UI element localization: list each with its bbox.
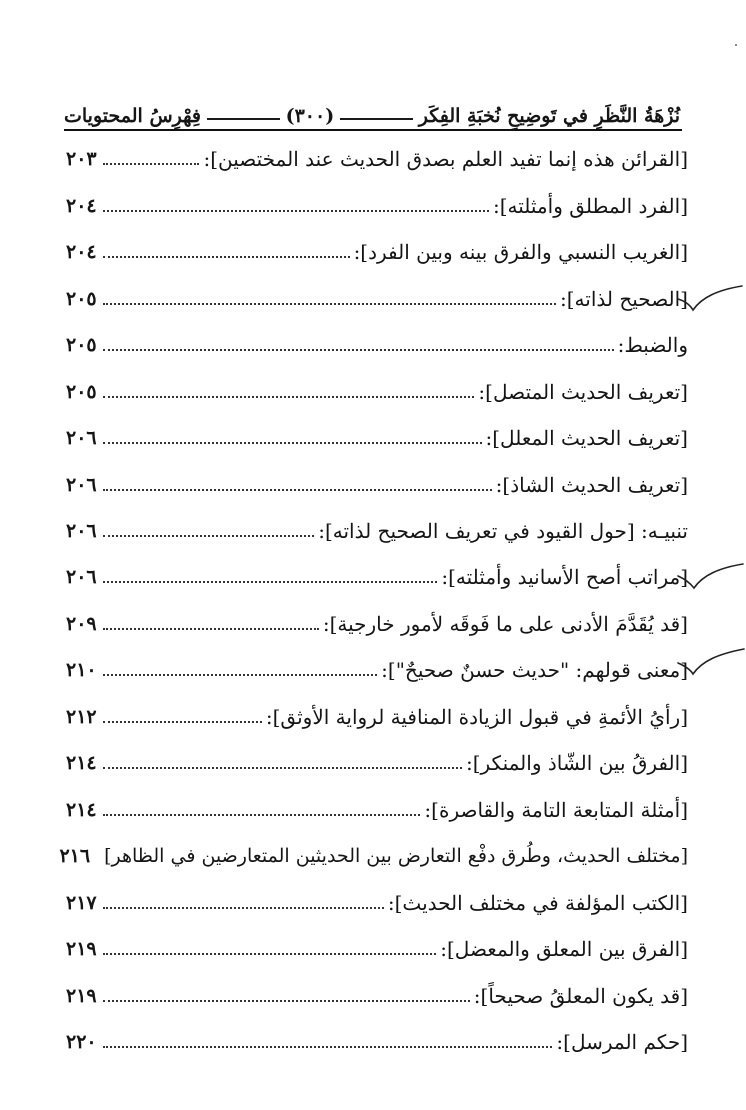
toc-entry-title: [مراتب أصح الأسانيد وأمثلته]: [441,565,688,590]
dot-leader [103,396,475,398]
toc-entry-title: [القرائن هذه إنما تفيد العلم بصدق الحديث عند المختصين]: [203,147,688,172]
dot-leader [103,163,200,165]
toc-entry-page: ٢١٤ [66,752,97,775]
dot-leader [96,860,100,862]
header-dash-left [207,118,280,120]
toc-entry-page: ٢٠٦ [66,473,97,496]
header-rule [64,129,682,131]
toc-entry-page: ٢١٧ [66,891,97,914]
toc-entry-title: [أمثلة المتابعة التامة والقاصرة]: [424,797,688,822]
dot-leader [103,953,437,955]
toc-entry-title: [رأيُ الأئمةِ في قبول الزيادة المنافية لرواية الأوثق]: [265,704,688,729]
toc-entry[interactable] [66,275,688,321]
toc-entry[interactable] [66,926,688,972]
dot-leader [103,814,421,816]
check-mark-icon [676,283,746,313]
toc-entry[interactable] [66,322,688,368]
dot-leader [103,303,556,305]
toc-entry-title: تنبيـه: [حول القيود في تعريف الصحيح لذاته]: [318,518,688,543]
header-book-title: نُزْهَةُ النَّظَرِ في تَوضِيحِ نُخبَةِ الفِكَر [418,105,680,127]
toc-entry-title: [حكم المرسل]: [556,1030,688,1055]
toc-entry-title: [تعريف الحديث الشاذ]: [495,472,688,497]
toc-entry-title: [الفرقُ بين الشّاذ والمنكر]: [465,751,688,776]
running-header [64,86,680,126]
header-page-number: (٣٠٠) [285,105,335,127]
toc-entry-page: ٢١٩ [66,938,97,961]
toc-entry-page: ٢١٤ [66,798,97,821]
dot-leader [103,256,350,258]
toc-entry-page: ٢٠٩ [66,612,97,635]
toc-entry-title: [تعريف الحديث المعلل]: [485,426,688,451]
dot-leader [103,210,489,212]
toc-entry-title: [الصحيح لذاته]: [560,286,688,311]
toc-entry[interactable] [66,368,688,414]
toc-entry-page: ٢٢٠ [66,1031,97,1054]
dot-leader [103,1000,470,1002]
toc-entry-page: ٢٠٦ [66,519,97,542]
dot-leader [103,674,378,676]
check-mark-icon [676,647,746,677]
toc-entry-page: ٢٠٤ [66,241,97,264]
toc-entry[interactable] [66,554,688,600]
dot-leader [103,442,482,444]
toc-entry-title: [قد يكون المعلقُ صحيحاً]: [473,983,688,1008]
dot-leader [103,581,438,583]
dot-leader [103,907,384,909]
scan-speck [735,44,737,46]
toc-entry-page: ٢١٩ [66,984,97,1007]
toc-entry-title: [الكتب المؤلفة في مختلف الحديث]: [387,890,688,915]
toc-entry-page: ٢١٢ [66,705,97,728]
dot-leader [103,767,462,769]
dot-leader [103,349,614,351]
toc-entry-title: [الفرد المطلق وأمثلته]: [492,193,688,218]
toc-entry[interactable] [66,787,688,833]
toc-entry[interactable] [66,647,688,693]
toc-entry-page: ٢٠٦ [66,566,97,589]
dot-leader [103,721,262,723]
toc-entry-page: ٢٠٥ [66,380,97,403]
toc-entry[interactable] [66,461,688,507]
toc-entry-page: ٢٠٥ [66,287,97,310]
toc-entry[interactable] [66,972,688,1018]
toc-entry-title: والضبط: [617,333,688,358]
toc-entry[interactable] [66,229,688,275]
dot-leader [103,489,492,491]
toc-entry[interactable] [66,182,688,228]
toc-entry-page: ٢١٠ [66,659,97,682]
dot-leader [103,535,315,537]
toc-entry[interactable] [66,694,688,740]
toc-entry-page: ٢١٦ [59,845,91,868]
toc-entry[interactable] [66,601,688,647]
toc-list [59,136,688,1065]
toc-entry[interactable] [66,880,688,926]
toc-entry-page: ٢٠٥ [66,334,97,357]
toc-entry[interactable] [59,833,688,879]
toc-entry-title: [مختلف الحديث، وطُرق دفْع التعارض بين الحديثين المتعارضين في الظاهر] [104,844,688,867]
toc-entry-title: [تعريف الحديث المتصل]: [478,379,688,404]
toc-entry[interactable] [66,508,688,554]
header-section-title: فِهْرِسُ المحتويات [64,105,201,127]
toc-entry[interactable] [66,415,688,461]
toc-entry-title: [الفرق بين المعلق والمعضل]: [440,937,688,962]
toc-entry-page: ٢٠٣ [66,148,97,171]
header-dash-right [340,118,413,120]
toc-entry-page: ٢٠٦ [66,427,97,450]
toc-entry[interactable] [66,1019,688,1065]
toc-entry[interactable] [66,740,688,786]
toc-entry-page: ٢٠٤ [66,194,97,217]
toc-entry-title: [قد يُقَدَّمَ الأدنى على ما فَوقَه لأمور خارجية]: [322,611,688,636]
dot-leader [103,1046,553,1048]
toc-entry[interactable] [66,136,688,182]
toc-entry-title: [الغريب النسبي والفرق بينه وبين الفرد]: [353,240,688,265]
dot-leader [103,628,319,630]
toc-entry-title: [معنى قولهم: "حديث حسنٌ صحيحٌ"]: [381,658,688,683]
check-mark-icon [676,561,746,591]
